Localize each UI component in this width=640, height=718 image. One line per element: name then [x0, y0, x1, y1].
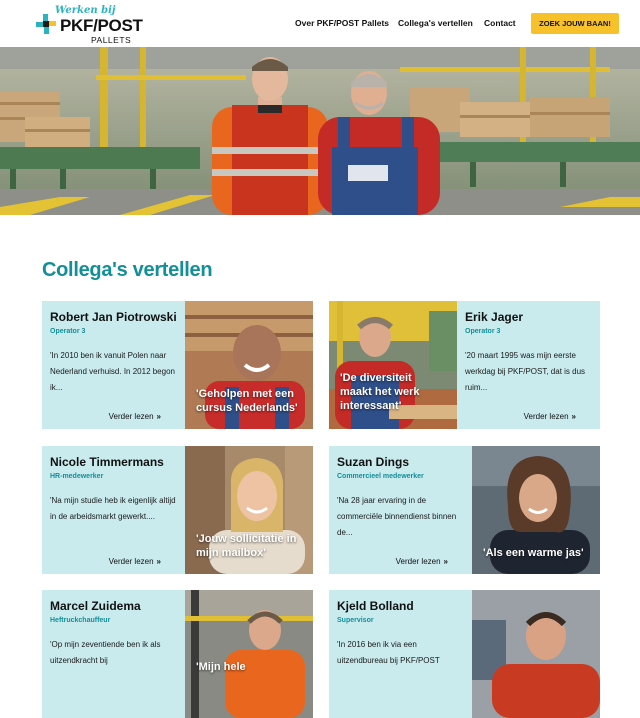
card-name: Nicole Timmermans: [50, 455, 164, 469]
chevron-double-right-icon: »: [571, 412, 576, 421]
read-more-label: Verder lezen: [108, 412, 154, 421]
card-name: Kjeld Bolland: [337, 599, 414, 613]
logo[interactable]: [36, 5, 146, 45]
card-photo[interactable]: [329, 301, 457, 429]
card-text: [329, 446, 472, 574]
card-quote: [196, 660, 246, 674]
portrait-illustration: [185, 590, 313, 718]
colleague-card[interactable]: [42, 590, 313, 718]
card-photo[interactable]: [185, 446, 313, 574]
card-quote: [340, 371, 419, 413]
card-name: Suzan Dings: [337, 455, 410, 469]
card-quote-line: cursus Nederlands': [196, 402, 298, 414]
card-role: Operator 3: [50, 328, 86, 335]
colleague-card[interactable]: [42, 301, 313, 429]
chevron-double-right-icon: »: [443, 557, 448, 566]
chevron-double-right-icon: »: [156, 412, 161, 421]
card-excerpt: 'Na 28 jaar ervaring in de commerciële binnendienst binnen de...: [337, 496, 457, 537]
card-photo[interactable]: [472, 590, 600, 718]
colleague-card[interactable]: [329, 446, 600, 574]
card-quote-line: 'Jouw sollicitatie in: [196, 533, 297, 545]
card-text: [329, 590, 472, 718]
card-quote-line: 'De diversiteit: [340, 372, 412, 384]
card-quote: [196, 387, 298, 415]
logo-script-text: Werken bij: [55, 5, 116, 16]
card-quote-line: 'Mijn hele: [196, 661, 246, 673]
card-quote-line: 'Als een warme jas': [483, 547, 584, 559]
section-title: Collega's vertellen: [42, 259, 213, 281]
read-more-link[interactable]: [396, 557, 448, 566]
card-text: [457, 301, 600, 429]
hero-photo: [0, 47, 640, 215]
card-quote-line: 'Geholpen met een: [196, 388, 294, 400]
read-more-link[interactable]: [524, 412, 576, 421]
hero-factory-illustration: [0, 47, 640, 215]
card-text: [42, 446, 185, 574]
nav-link-over[interactable]: Over PKF/POST Pallets: [295, 18, 390, 28]
read-more-label: Verder lezen: [523, 412, 569, 421]
card-role: Operator 3: [465, 328, 501, 335]
nav-link-collegas[interactable]: Collega's vertellen: [398, 18, 473, 28]
card-text: [42, 301, 185, 429]
card-excerpt: '20 maart 1995 was mijn eerste werkdag bij PKF/POST, dat is dus ruim...: [465, 351, 586, 392]
logo-sub-text: PALLETS: [91, 35, 132, 45]
card-role: Commercieel medewerker: [337, 473, 424, 480]
card-quote-line: mijn mailbox': [196, 547, 266, 559]
colleague-card[interactable]: [329, 590, 600, 718]
card-excerpt: 'Na mijn studie heb ik eigenlijk altijd in de arbeidsmarkt gewerkt....: [50, 496, 176, 521]
card-quote-line: maakt het werk: [340, 386, 420, 398]
card-excerpt: 'In 2016 ben ik via een uitzendbureau bij PKF/POST: [337, 640, 440, 665]
card-quote: [196, 532, 296, 560]
card-quote-line: interessant': [340, 400, 402, 412]
card-photo[interactable]: [185, 590, 313, 718]
card-photo[interactable]: [185, 301, 313, 429]
card-role: Heftruckchauffeur: [50, 617, 111, 624]
card-role: Supervisor: [337, 617, 374, 624]
card-quote: [483, 546, 584, 560]
card-excerpt: 'In 2010 ben ik vanuit Polen naar Nederland verhuisd. In 2012 begon ik...: [50, 351, 175, 392]
card-text: [42, 590, 185, 718]
card-excerpt: 'Op mijn zeventiende ben ik als uitzendkracht bij: [50, 640, 161, 665]
read-more-link[interactable]: [109, 557, 161, 566]
portrait-illustration: [472, 590, 600, 718]
nav-link-contact[interactable]: Contact: [484, 18, 516, 28]
card-photo[interactable]: [472, 446, 600, 574]
chevron-double-right-icon: »: [156, 557, 161, 566]
read-more-label: Verder lezen: [108, 557, 154, 566]
card-role: HR-medewerker: [50, 473, 104, 480]
card-name: Erik Jager: [465, 310, 524, 324]
site-header: [0, 0, 640, 47]
colleague-card[interactable]: [329, 301, 600, 429]
card-name: Robert Jan Piotrowski: [50, 310, 177, 324]
find-job-button[interactable]: ZOEK JOUW BAAN!: [531, 13, 619, 34]
colleague-card[interactable]: [42, 446, 313, 574]
logo-main-text: PKF/POST: [60, 16, 143, 35]
read-more-link[interactable]: [109, 412, 161, 421]
logo-pinwheel-icon: [36, 14, 56, 34]
card-name: Marcel Zuidema: [50, 599, 141, 613]
read-more-label: Verder lezen: [395, 557, 441, 566]
